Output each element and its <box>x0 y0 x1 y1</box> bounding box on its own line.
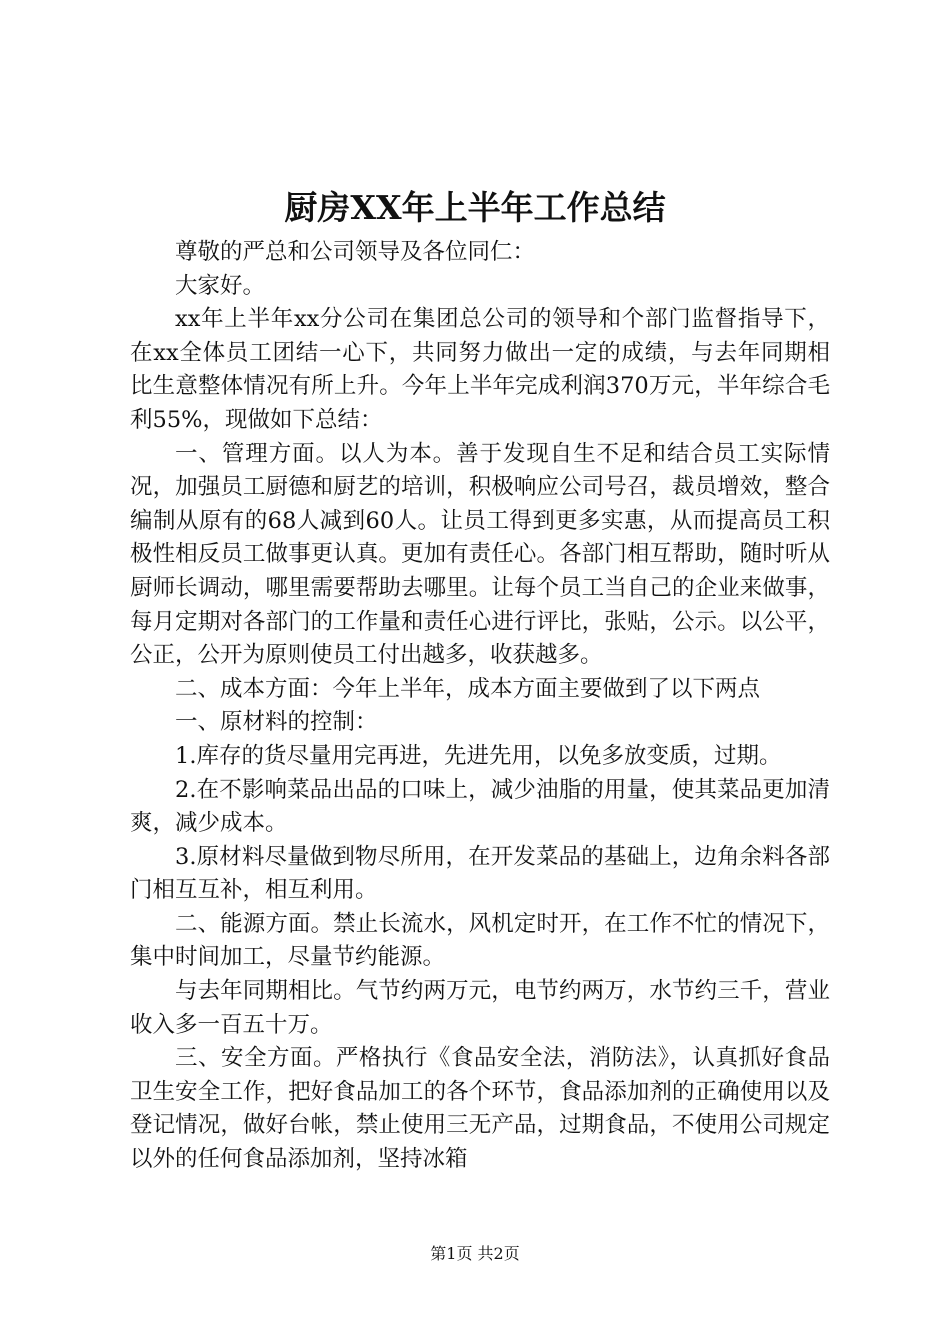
document-body <box>130 236 830 1177</box>
list-item-paragraph: 2.在不影响菜品出品的口味上，减少油脂的用量，使其菜品更加清爽，减少成本。 <box>130 776 830 837</box>
document-title: 厨房XX年上半年工作总结 <box>284 188 666 227</box>
list-item-paragraph: 1.库存的货尽量用完再进，先进先用，以免多放变质，过期。 <box>175 742 782 769</box>
comparison-paragraph: 与去年同期相比。气节约两万元，电节约两万，水节约三千，营业收入多一百五十万。 <box>130 978 830 1038</box>
page-number: 第1页 共2页 <box>430 1244 520 1263</box>
salutation-paragraph: 尊敬的严总和公司领导及各位同仁： <box>175 239 536 265</box>
intro-paragraph: xx年上半年xx分公司在集团总公司的领导和个部门监督指导下，在xx全体员工团结一心下，共同努力做出一定的成绩，与去年同期相比生意整体情况有所上升。今年上半年完成利润370万元，半年综合毛利55%，现做如下总结： <box>130 306 830 433</box>
energy-paragraph: 二、能源方面。禁止长流水，风机定时开，在工作不忙的情况下，集中时间加工，尽量节约能源。 <box>130 910 830 971</box>
list-item-paragraph: 3.原材料尽量做到物尽所用，在开发菜品的基础上，边角余料各部门相互互补，相互利用。 <box>130 843 830 904</box>
raw-material-heading-paragraph: 一、原材料的控制： <box>175 709 378 736</box>
safety-paragraph: 三、安全方面。严格执行《食品安全法，消防法》，认真抓好食品卫生安全工作，把好食品加工的各个环节，食品添加剂的正确使用以及登记情况，做好台帐，禁止使用三无产品，过期食品，不使用公司规定以外的任何食品添加剂，坚持冰箱 <box>130 1045 830 1173</box>
management-paragraph: 一、管理方面。以人为本。善于发现自生不足和结合员工实际情况，加强员工厨德和厨艺的培训，积极响应公司号召，裁员增效，整合编制从原有的68人减到60人。让员工得到更多实惠，从而提高员工积极性相反员工做事更认真。更加有责任心。各部门相互帮助，随时听从厨师长调动，哪里需要帮助去哪里。让每个员工当自己的企业来做事，每月定期对各部门的工作量和责任心进行评比，张贴，公示。以公平，公正，公开为原则使员工付出越多，收获越多。 <box>130 440 830 669</box>
cost-heading-paragraph: 二、成本方面：今年上半年，成本方面主要做到了以下两点 <box>175 675 761 702</box>
greeting-paragraph: 大家好。 <box>175 272 266 299</box>
